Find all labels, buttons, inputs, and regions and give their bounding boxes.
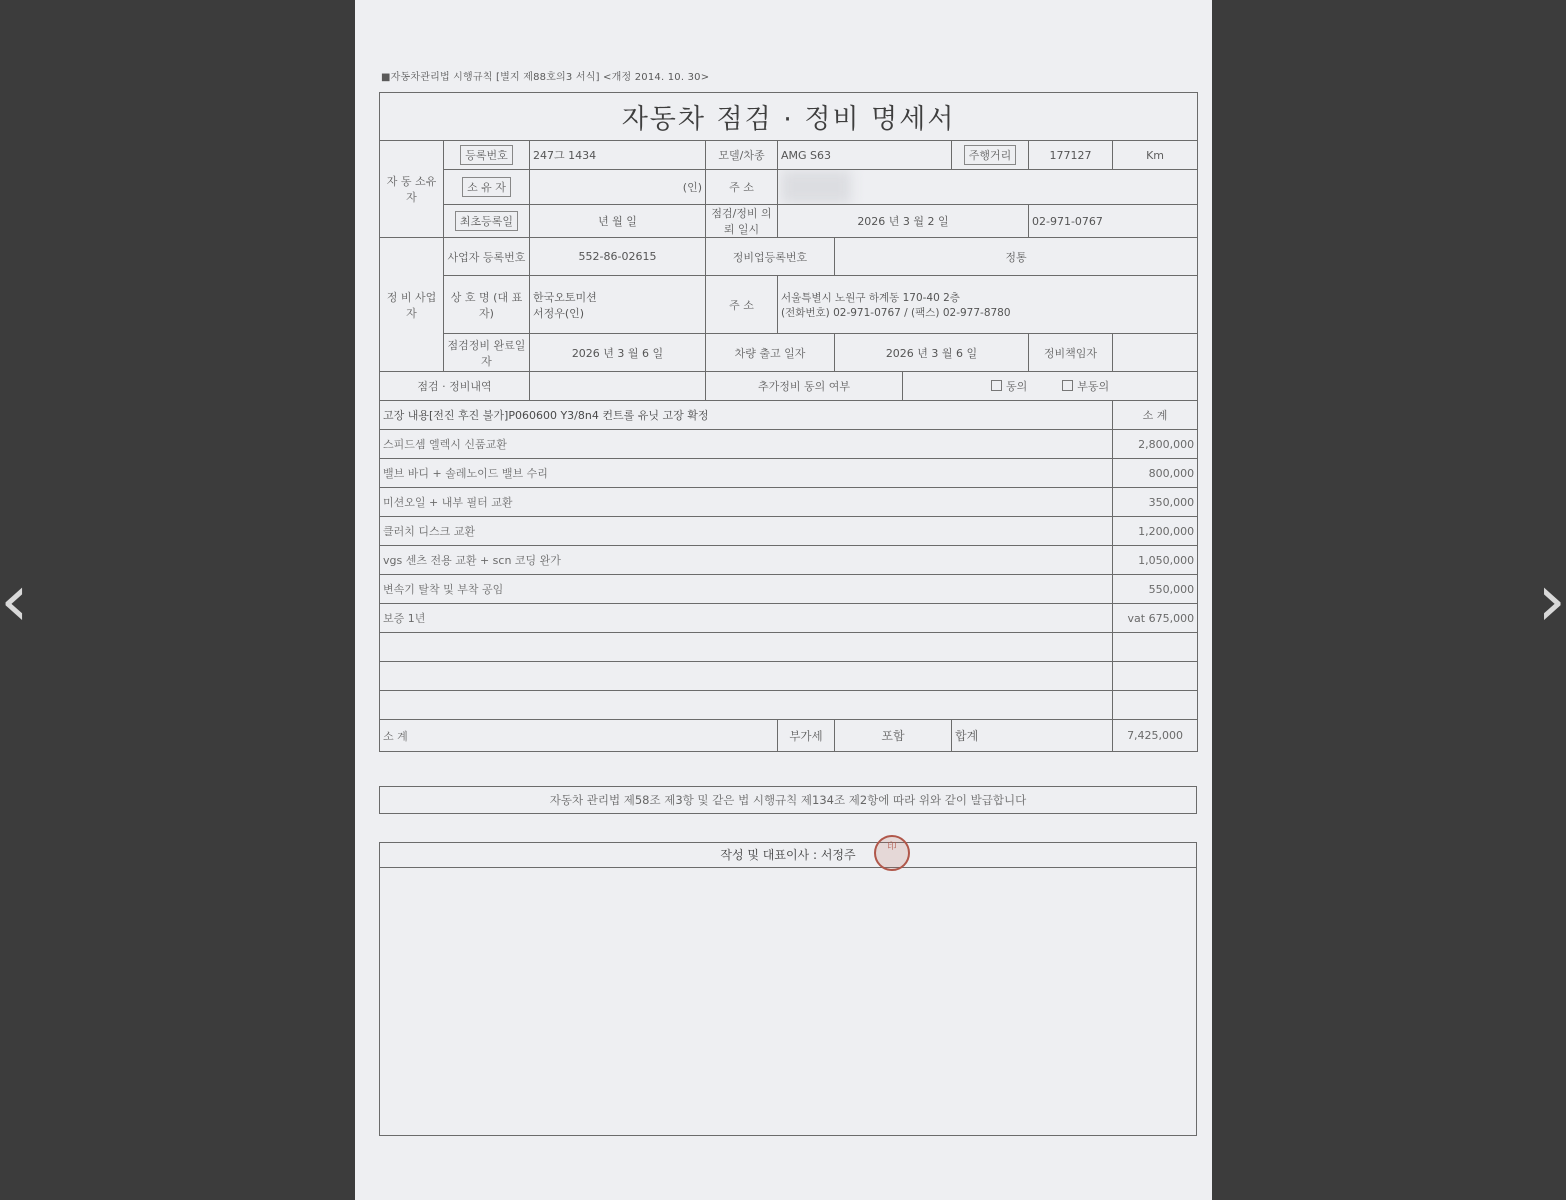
table-row: [380, 691, 1198, 720]
item-amount: 1,200,000: [1113, 517, 1198, 546]
form-header-note: ■자동차관리법 시행규칙 [별지 제88호의3 서식] <개정 2014. 10. 30>: [381, 72, 710, 83]
item-amount: 1,050,000: [1113, 546, 1198, 575]
model-value: AMG S63: [778, 141, 952, 170]
disagree-checkbox[interactable]: 부동의: [1062, 380, 1109, 393]
item-desc: [380, 662, 1113, 691]
total-label: 합계: [952, 720, 1113, 752]
mileage-label: 주행거리: [952, 141, 1029, 170]
vehicle-section-label: 자 동 소유자: [380, 141, 444, 238]
item-amount: 2,800,000: [1113, 430, 1198, 459]
first-reg-value: 년 월 일: [530, 205, 706, 238]
table-row: [380, 488, 1198, 517]
release-date-label: 차량 출고 일자: [706, 334, 835, 372]
owner-address-value: [778, 170, 1198, 205]
signature-area: [379, 842, 1197, 1136]
shop-address-label: 주 소: [706, 276, 778, 334]
consent-options: [903, 372, 1198, 401]
item-amount: 800,000: [1113, 459, 1198, 488]
next-arrow[interactable]: ›: [1537, 558, 1566, 642]
item-amount: [1113, 633, 1198, 662]
vat-value: 포함: [835, 720, 952, 752]
item-desc: vgs 센츠 전용 교환 + scn 코딩 완가: [380, 546, 1113, 575]
done-date-value: 2026 년 3 월 6 일: [530, 334, 706, 372]
done-date-label: 점검정비 완료일자: [444, 334, 530, 372]
license-value: 정통: [835, 238, 1198, 276]
mileage-unit: Km: [1113, 141, 1198, 170]
phone-value: 02-971-0767: [1029, 205, 1198, 238]
owner-seal: (인): [530, 170, 706, 205]
mileage-value: 177127: [1029, 141, 1113, 170]
table-row: [380, 459, 1198, 488]
item-amount: 350,000: [1113, 488, 1198, 517]
checkbox-icon: [991, 380, 1002, 391]
table-row: [380, 517, 1198, 546]
document-page: [355, 0, 1212, 1200]
page-title: 자동차 점검 · 정비 명세서: [380, 93, 1198, 141]
legal-notice: 자동차 관리법 제58조 제3항 및 같은 법 시행규칙 제134조 제2항에 따라 위와 같이 발급합니다: [379, 786, 1197, 814]
item-amount: [1113, 691, 1198, 720]
bizno-value: 552-86-02615: [530, 238, 706, 276]
shop-section-label: 정 비 사업자: [380, 238, 444, 372]
shop-representative: 서정우(인): [533, 306, 585, 320]
shop-address-line2: (전화번호) 02-971-0767 / (팩스) 02-977-8780: [781, 306, 1011, 319]
signature-line: [380, 843, 1196, 868]
model-label: 모델/차종: [706, 141, 778, 170]
agree-checkbox[interactable]: 동의: [991, 380, 1027, 393]
item-desc: 클러치 디스크 교환: [380, 517, 1113, 546]
shop-address-line1: 서울특별시 노원구 하계동 170-40 2층: [781, 291, 960, 304]
table-row: [380, 604, 1198, 633]
inspection-form: [379, 92, 1198, 752]
amount-header: 소 계: [1113, 401, 1198, 430]
total-value: 7,425,000: [1113, 720, 1198, 752]
table-row: [380, 546, 1198, 575]
shop-name-label: 상 호 명 (대 표 자): [444, 276, 530, 334]
vat-label: 부가세: [778, 720, 835, 752]
item-desc: 보증 1년: [380, 604, 1113, 633]
shop-name: 한국오토미션: [533, 290, 597, 304]
table-row: [380, 633, 1198, 662]
item-amount: vat 675,000: [1113, 604, 1198, 633]
signature-text: 작성 및 대표이사 : 서정주: [720, 848, 856, 862]
license-label: 정비업등록번호: [706, 238, 835, 276]
item-desc: 스피드셈 엘렉시 신품교환: [380, 430, 1113, 459]
owner-address-label: 주 소: [706, 170, 778, 205]
prev-arrow[interactable]: ‹: [0, 558, 29, 642]
bizno-label: 사업자 등록번호: [444, 238, 530, 276]
owner-label: 소 유 자: [444, 170, 530, 205]
receipt-value: 2026 년 3 월 2 일: [778, 205, 1029, 238]
table-row: [380, 575, 1198, 604]
item-desc: 미션오일 + 내부 필터 교환: [380, 488, 1113, 517]
item-amount: 550,000: [1113, 575, 1198, 604]
reg-no-label: 등록번호: [444, 141, 530, 170]
responsible-value: [1113, 334, 1198, 372]
responsible-label: 정비책임자: [1029, 334, 1113, 372]
company-seal-icon: 印: [874, 835, 910, 871]
item-desc: [380, 633, 1113, 662]
table-row: [380, 662, 1198, 691]
inspection-details-value: [530, 372, 706, 401]
item-amount: [1113, 662, 1198, 691]
shop-address-value: [778, 276, 1198, 334]
receipt-label: 점검/정비 의뢰 일시: [706, 205, 778, 238]
release-date-value: 2026 년 3 월 6 일: [835, 334, 1029, 372]
consent-question: 추가정비 동의 여부: [706, 372, 903, 401]
table-row: [380, 430, 1198, 459]
diagnosis-text: 고장 내용[전진 후진 불가]P060600 Y3/8n4 컨트롤 유닛 고장 확정: [380, 401, 1113, 430]
shop-name-value: [530, 276, 706, 334]
item-desc: 변속기 탈착 및 부착 공임: [380, 575, 1113, 604]
inspection-details-label: 점검 · 정비내역: [380, 372, 530, 401]
redacted-block: [781, 170, 851, 204]
first-reg-label: 최초등록일: [444, 205, 530, 238]
item-desc: 밸브 바디 + 솔레노이드 밸브 수리: [380, 459, 1113, 488]
item-desc: [380, 691, 1113, 720]
subtotal-label: 소 계: [380, 720, 778, 752]
reg-no-value: 247그 1434: [530, 141, 706, 170]
checkbox-icon: [1062, 380, 1073, 391]
